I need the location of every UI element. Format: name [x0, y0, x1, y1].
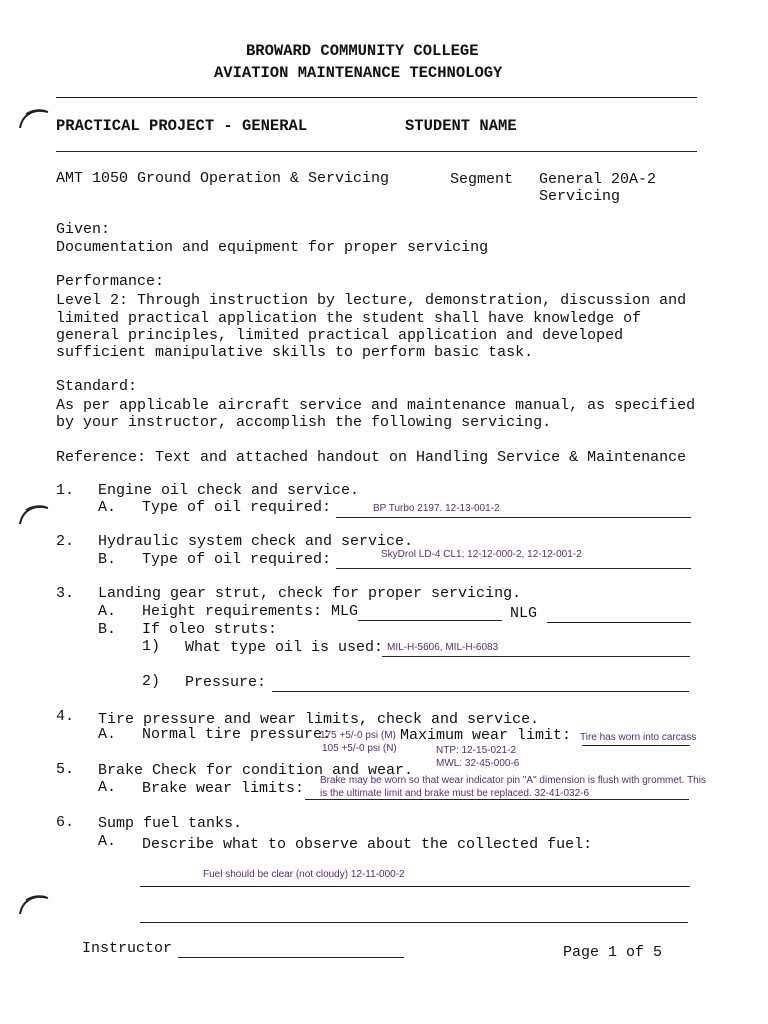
course-title: AMT 1050 Ground Operation & Servicing — [56, 170, 390, 187]
header-rule-top — [56, 97, 697, 98]
answer-line — [382, 656, 690, 657]
sub-letter: A. — [98, 603, 117, 620]
engine-oil-answer: BP Turbo 2197. 12-13-001-2 — [373, 503, 500, 514]
performance-line: sufficient manipulative skills to perform basic task. — [56, 344, 534, 361]
performance-line: limited practical application the student shall have knowledge of — [56, 310, 642, 327]
fuel-observe-answer: Fuel should be clear (not cloudy) 12-11-000-2 — [203, 869, 405, 880]
brake-wear-label: Brake wear limits: — [142, 780, 305, 797]
brake-wear-answer: Brake may be worn so that wear indicator pin "A" dimension is flush with grommet. This — [320, 775, 706, 786]
standard-line: As per applicable aircraft service and maintenance manual, as specified — [56, 397, 696, 414]
item-title: Tire pressure and wear limits, check and service. — [98, 711, 540, 728]
oil-type-label: Type of oil required: — [142, 499, 332, 516]
item-title: Sump fuel tanks. — [98, 815, 243, 832]
tire-pressure-nose-answer: 105 +5/-0 psi (N) — [322, 743, 397, 754]
student-name-label: STUDENT NAME — [405, 117, 517, 135]
project-title: PRACTICAL PROJECT - GENERAL — [56, 117, 308, 135]
tire-pressure-label: Normal tire pressure: — [142, 726, 332, 743]
sub-letter: A. — [98, 779, 117, 796]
tire-pressure-main-answer: 175 +5/-0 psi (M) — [320, 730, 396, 741]
segment-value: General 20A-2 — [539, 171, 657, 188]
given-label: Given: — [56, 221, 111, 238]
question-number: 2) — [142, 673, 161, 690]
answer-line — [140, 922, 688, 923]
sub-letter: B. — [98, 621, 117, 638]
sub-letter: B. — [98, 551, 117, 568]
nlg-label: NLG — [510, 605, 538, 622]
answer-line — [336, 517, 691, 518]
performance-line: Level 2: Through instruction by lecture, demonstration, discussion and — [56, 292, 687, 309]
answer-line — [582, 745, 690, 746]
item-title: Hydraulic system check and service. — [98, 533, 414, 550]
ntp-reference: NTP: 12-15-021-2 — [436, 745, 517, 756]
item-number: 3. — [56, 585, 75, 602]
header-rule-bottom — [56, 151, 697, 152]
standard-line: by your instructor, accomplish the following servicing. — [56, 414, 552, 431]
item-number: 1. — [56, 482, 75, 499]
instructor-label: Instructor — [82, 940, 173, 957]
segment-value-2: Servicing — [539, 188, 621, 205]
item-number: 5. — [56, 761, 75, 778]
brake-wear-answer-2: is the ultimate limit and brake must be replaced. 32-41-032-6 — [320, 788, 590, 799]
reference-text: Reference: Text and attached handout on Handling Service & Maintenance — [56, 449, 687, 466]
standard-label: Standard: — [56, 378, 138, 395]
answer-line — [547, 622, 691, 623]
item-title: Engine oil check and service. — [98, 482, 360, 499]
sub-letter: A. — [98, 833, 117, 850]
item-title: Landing gear strut, check for proper servicing. — [98, 585, 522, 602]
mwl-reference: MWL: 32-45-000-6 — [436, 758, 520, 769]
max-wear-answer: Tire has worn into carcass — [580, 732, 697, 743]
oleo-oil-answer: MIL-H-5606, MIL-H-6083 — [387, 642, 499, 653]
height-label: Height requirements: MLG — [142, 603, 359, 620]
performance-label: Performance: — [56, 273, 165, 290]
question-number: 1) — [142, 638, 161, 655]
signature-line — [178, 957, 404, 958]
program-name: AVIATION MAINTENANCE TECHNOLOGY — [214, 64, 503, 82]
answer-line — [272, 691, 689, 692]
oil-type-label: Type of oil required: — [142, 551, 332, 568]
page-number: Page 1 of 5 — [563, 944, 663, 961]
sub-letter: A. — [98, 726, 117, 743]
answer-line — [305, 799, 689, 800]
given-text: Documentation and equipment for proper servicing — [56, 239, 489, 256]
oleo-oil-label: What type oil is used: — [185, 639, 384, 656]
college-name: BROWARD COMMUNITY COLLEGE — [246, 42, 479, 60]
max-wear-label: Maximum wear limit: — [400, 727, 572, 744]
item-number: 4. — [56, 708, 75, 725]
oleo-label: If oleo struts: — [142, 621, 278, 638]
hole-punch-mark-icon — [18, 500, 50, 531]
hydraulic-oil-answer: SkyDrol LD-4 CL1; 12-12-000-2, 12-12-001-2 — [381, 549, 582, 560]
item-number: 2. — [56, 533, 75, 550]
hole-punch-mark-icon — [18, 890, 50, 921]
segment-label: Segment — [450, 171, 514, 188]
performance-line: general principles, limited practical application and developed — [56, 327, 624, 344]
sub-letter: A. — [98, 499, 117, 516]
hole-punch-mark-icon — [18, 104, 50, 135]
pressure-label: Pressure: — [185, 674, 267, 691]
answer-line — [140, 886, 690, 887]
fuel-observe-label: Describe what to observe about the collected fuel: — [142, 836, 593, 853]
item-number: 6. — [56, 814, 75, 831]
item-title: Brake Check for condition and wear. — [98, 762, 414, 779]
answer-line — [358, 620, 502, 621]
answer-line — [336, 568, 691, 569]
